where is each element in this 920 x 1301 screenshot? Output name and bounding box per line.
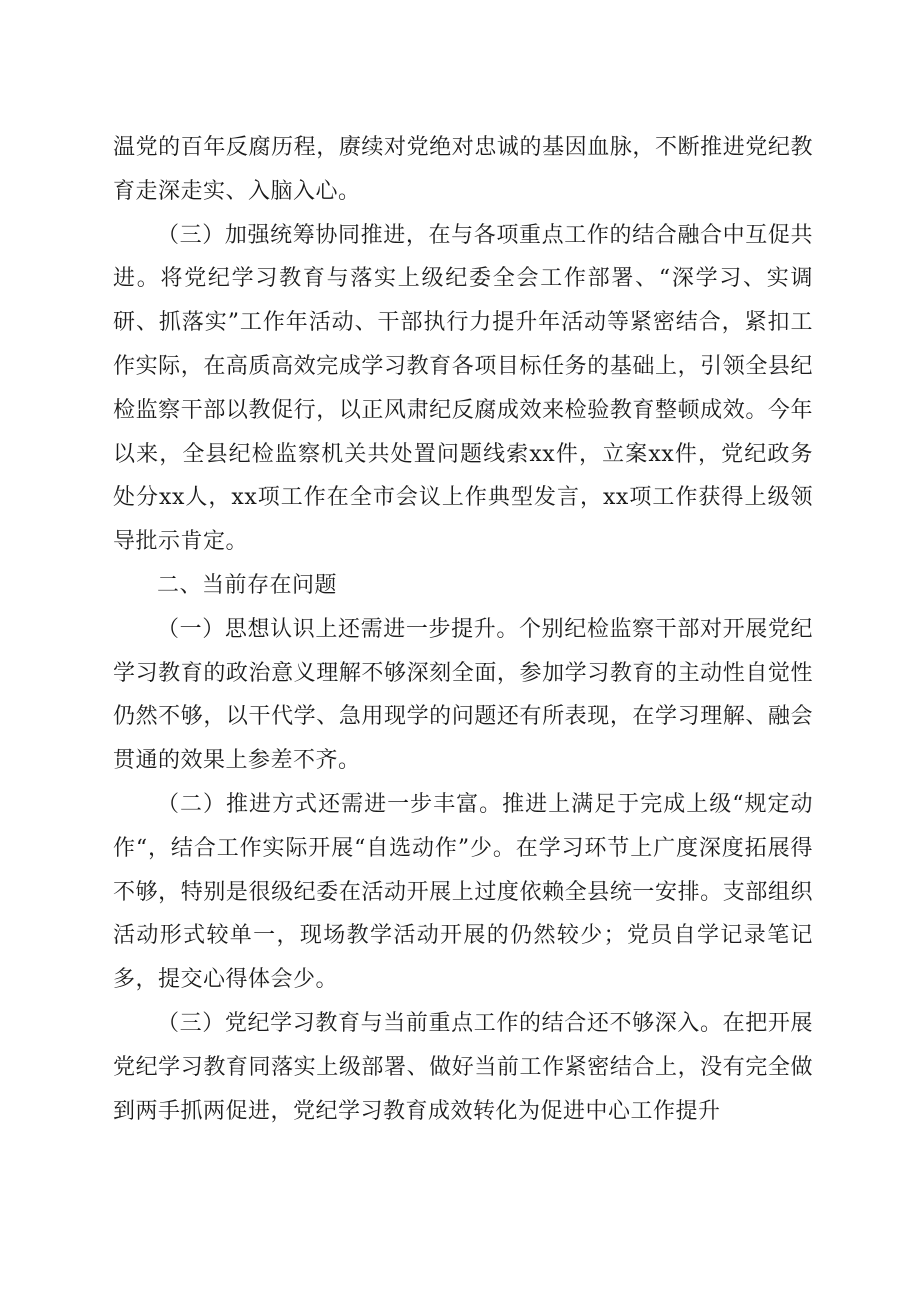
paragraph-problem-3-integration: （三）党纪学习教育与当前重点工作的结合还不够深入。在把开展党纪学习教育同落实上级部署、做好当前工作紧密结合上，没有完全做到两手抓两促进，党纪学习教育成效转化为促进中心工作提升 — [113, 1010, 813, 1124]
paragraph-problem-1-awareness: （一）思想认识上还需进一步提升。个别纪检监察干部对开展党纪学习教育的政治意义理解不够深刻全面，参加学习教育的主动性自觉性仍然不够，以干代学、急用现学的问题还有所表现，在学习理解、融会贯通的效果上参差不齐。 — [113, 616, 813, 774]
paragraph-continuation: 温党的百年反腐历程，赓续对党绝对忠诚的基因血脉，不断推进党纪教育走深走实、入脑入心。 — [113, 135, 813, 204]
paragraph-problem-2-methods: （二）推进方式还需进一步丰富。推进上满足于完成上级“规定动作“，结合工作实际开展“自选动作”少。在学习环节上广度深度拓展得不够，特别是很级纪委在活动开展上过度依赖全县统一安排。支部组织活动形式较单一，现场教学活动开展的仍然较少；党员自学记录笔记多，提交心得体会少。 — [113, 791, 813, 993]
document-body — [113, 126, 813, 1133]
section-heading-current-problems: 二、当前存在问题 — [157, 572, 338, 598]
paragraph-section-3-coordination: （三）加强统筹协同推进，在与各项重点工作的结合融合中互促共进。将党纪学习教育与落实上级纪委全会工作部署、“深学习、实调研、抓落实”工作年活动、干部执行力提升年活动等紧密结合，紧扣工作实际，在高质高效完成学习教育各项目标任务的基础上，引领全县纪检监察干部以教促行，以正风肃纪反腐成效来检验教育整顿成效。今年以来，全县纪检监察机关共处置问题线索xx件，立案xx件，党纪政务处分xx人，xx项工作在全市会议上作典型发言，xx项工作获得上级领导批示肯定。 — [113, 222, 813, 555]
